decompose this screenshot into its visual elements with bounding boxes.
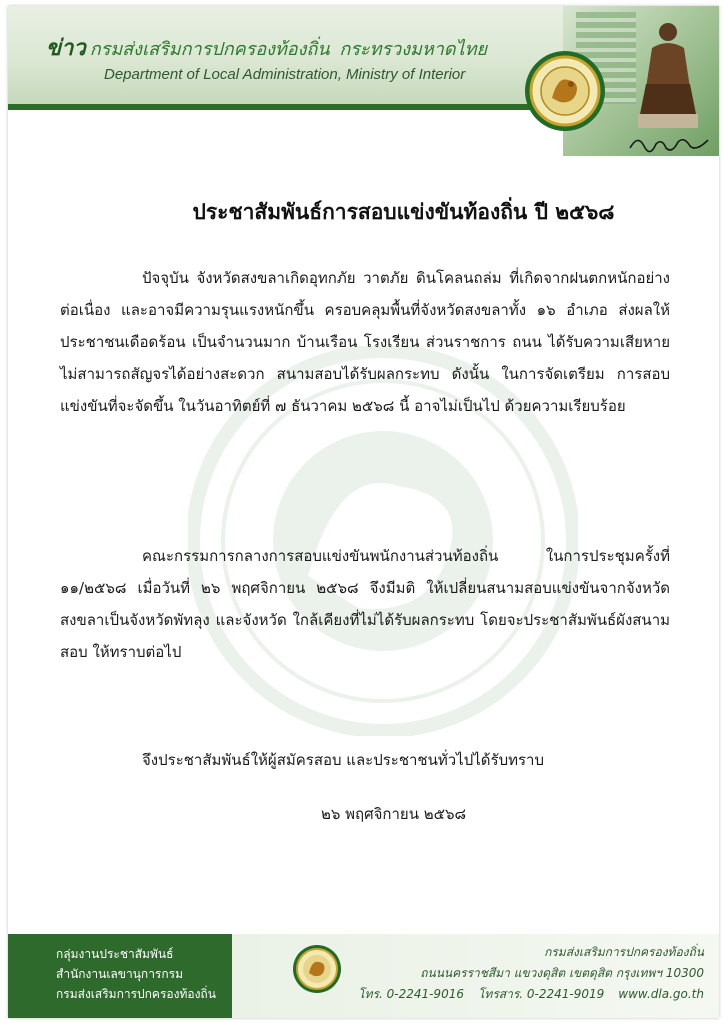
department-seal-icon <box>524 50 606 132</box>
royal-signature-icon <box>626 130 712 156</box>
footer-address: ถนนนครราชสีมา แขวงดุสิต เขตดุสิต กรุงเทพฯ 10300 <box>420 966 704 980</box>
news-label: ข่าว <box>46 36 86 61</box>
announcement-date: ๒๖ พฤศจิกายน ๒๕๖๘ <box>320 805 467 823</box>
page-title: ประชาสัมพันธ์การสอบแข่งขันท้องถิ่น ปี ๒๕๖๘ <box>192 200 615 224</box>
footer-contact-block <box>304 942 714 1005</box>
body-paragraph-3 <box>60 744 670 776</box>
footer-phones <box>304 984 704 1005</box>
footer-unit-line-2: สำนักงานเลขานุการกรม <box>56 967 184 981</box>
department-name-th: กรมส่งเสริมการปกครองท้องถิ่น <box>89 39 330 60</box>
footer-org-name: กรมส่งเสริมการปกครองท้องถิ่น <box>544 945 704 959</box>
ministry-name-th: กระทรวงมหาดไทย <box>339 39 487 60</box>
footer-fax: โทรสาร. 0-2241-9019 <box>477 987 605 1001</box>
footer-unit-line-3: กรมส่งเสริมการปกครองท้องถิ่น <box>56 987 216 1001</box>
body-paragraph-2 <box>60 540 670 668</box>
press-release-sheet <box>8 6 719 1018</box>
paragraph-3-text: จึงประชาสัมพันธ์ให้ผู้สมัครสอบ และประชาชนทั่วไปได้รับทราบ <box>142 751 544 769</box>
footer-left-panel <box>8 934 232 1018</box>
footer-bar <box>8 934 719 1018</box>
department-name-en: Department of Local Administration, Ministry of Interior <box>104 66 466 83</box>
paragraph-1-text: ปัจจุบัน จังหวัดสงขลาเกิดอุทกภัย วาตภัย ดินโคลนถล่ม ที่เกิดจากฝนตกหนักอย่างต่อเนื่อง และอาจมีความรุนแรงหนักขึ้น ครอบคลุมพื้นที่จังหวัดสงขลาทั้ง ๑๖ อำเภอ ส่งผลให้ประชาชนเดือดร้อน เป็นจำนวนมาก บ้านเรือน โรงเรียน ส่วนราชการ ถนน ได้รับความเสียหาย ไม่สามารถสัญจรได้อย่างสะดวก สนามสอบได้รับผลกระทบ ดังนั้น ในการจัดเตรียม การสอบแข่งขันที่จะจัดขึ้น ในวันอาทิตย์ที่ ๗ ธันวาคม ๒๕๖๘ นี้ อาจไม่เป็นไป ด้วยความเรียบร้อย <box>60 269 670 415</box>
footer-unit-line-1: กลุ่มงานประชาสัมพันธ์ <box>56 947 174 961</box>
paragraph-2-text: คณะกรรมการกลางการสอบแข่งขันพนักงานส่วนท้องถิ่น ในการประชุมครั้งที่ ๑๑/๒๕๖๘ เมื่อวันที่ ๒๖ พฤศจิกายน ๒๕๖๘ จึงมีมติ ให้เปลี่ยนสนามสอบแข่งขันจากจังหวัดสงขลาเป็นจังหวัดพัทลุง และจังหวัด ใกล้เคียงที่ไม่ได้รับผลกระทบ โดยจะประชาสัมพันธ์ผังสนามสอบ ให้ทราบต่อไป <box>60 547 670 661</box>
footer-phone: โทร. 0-2241-9016 <box>358 987 464 1001</box>
footer-website-link[interactable]: www.dla.go.th <box>618 987 704 1001</box>
body-paragraph-1 <box>60 262 670 422</box>
statue-photo <box>630 18 702 138</box>
header-thai-title <box>46 30 487 65</box>
